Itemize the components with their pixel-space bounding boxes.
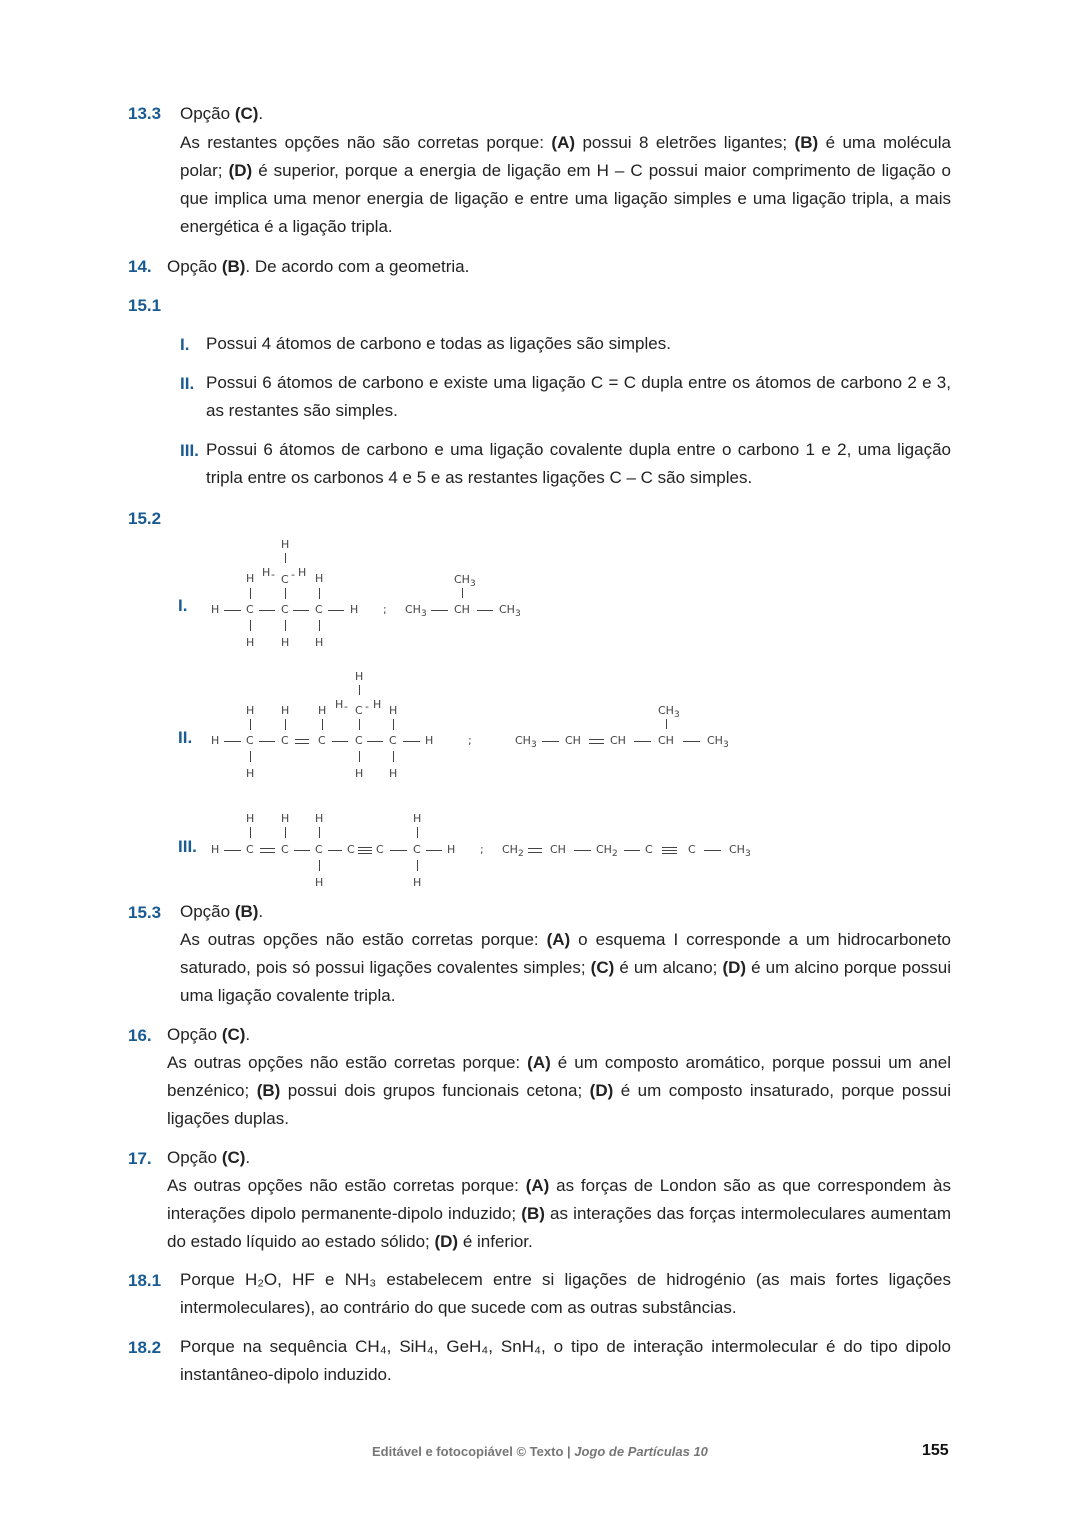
roman-numeral: III.	[180, 441, 199, 460]
item-number: 18.2	[128, 1338, 162, 1357]
explanation: Porque H₂O, HF e NH₃ estabelecem entre si ligações de hidrogénio (as mais fortes ligações intermoleculares), ao contrário do que sucede com as outras substâncias.	[180, 1270, 951, 1317]
explanation: As outras opções não estão corretas porque: (A) o esquema I corresponde a um hidrocarboneto saturado, pois só possui ligações covalentes simples; (C) é um alcano; (D) é um alcino porque possui uma ligação covalente tripla.	[180, 930, 952, 1005]
option-label: (C)	[590, 958, 615, 977]
roman-numeral: I.	[180, 335, 190, 354]
answer-option: (B)	[234, 902, 259, 921]
option-label: (A)	[546, 930, 571, 949]
answer-option: (B)	[221, 257, 246, 276]
explanation: As outras opções não estão corretas porque: (A) é um composto aromático, porque possui um anel benzénico; (B) possui dois grupos funcionais cetona; (D) é um composto insaturado, porque possui ligações duplas.	[167, 1053, 951, 1128]
option-label: (A)	[551, 133, 576, 152]
roman-numeral: II.	[180, 374, 195, 393]
document-page: 13.3 Opção (C). As restantes opções não são corretas porque: (A) possui 8 eletrões ligantes; (B) é uma molécula polar; (D) é superior, porque a energia de ligação em H – C possui maior comprimento de ligação o que implica uma menor energia de ligação e entre uma ligação simples e uma ligação tripla, a mais energética é a ligação tripla. 14. Opção (B). De acordo com a geometria. 15.1 I. Possui 4 átomos de carbono e todas as ligações são simples. II. Possui 6 átomos de carbono e existe uma ligação C = C dupla entre os átomos de carbono 2 e 3, as restantes são simples. III. Possui 6 átomos de carbono e uma ligação covalente dupla entre o carbono 1 e 2, uma ligação tripla entre os carbonos 4 e 5 e as restantes ligações C – C são simples. 15.2 I. H H - C - H H H H C C C H H H H ; $CH_3$ $CH_3$ CH $CH_3$ II. H H - C - H H H H H H C C C C C H H H H ; $CH_3$ $CH_3$ CH CH CH $CH_3$ III. H H H H H C C C C C C H H H ; $CH_2$ CH $CH_2$ C C $CH_3$ 15.3 Opção (B). As outras opções não estão corretas porque: (A) o esquema I corresponde a um hidrocarboneto saturado, pois só possui ligações covalentes simples; (C) é um alcano; (D) é um alcino porque possui uma ligação covalente tripla. 16. Opção (C). As outras opções não estão corretas porque: (A) é um composto aromático, porque possui um anel benzénico; (B) possui dois grupos funcionais cetona; (D) é um composto insaturado, porque possui ligações duplas. 17. Opção (C). As outras opções não estão corretas porque: (A) as forças de London são as que correspondem às interações dipolo permanente-dipolo induzido; (B) as interações das forças intermoleculares aumentam do estado líquido ao estado sólido; (D) é inferior. 18.1 Porque H₂O, HF e NH₃ estabelecem entre si ligações de hidrogénio (as mais fortes ligações intermoleculares), ao contrário do que sucede com as outras substâncias. 18.2 Porque na sequência CH₄, SiH₄, GeH₄, SnH₄, o tipo de interação intermolecular é do tipo dipolo instantâneo-dipolo induzido. Editável e fotocopiável © Texto | Jogo de Partículas 10 155	[0, 0, 1080, 1527]
item-number: 15.1	[128, 296, 162, 315]
option-label: (D)	[589, 1081, 614, 1100]
item-number: 16.	[128, 1026, 152, 1045]
answer-line: Opção (C).	[167, 1148, 251, 1167]
option-label: (A)	[527, 1053, 551, 1072]
list-item: Possui 6 átomos de carbono e existe uma ligação C = C dupla entre os átomos de carbono 2 e 3, as restantes são simples.	[206, 373, 951, 420]
answer-option: (C)	[221, 1025, 246, 1044]
answer-line: Opção (B). De acordo com a geometria.	[167, 257, 470, 276]
answer-line: Opção (B).	[180, 902, 264, 921]
option-label: (B)	[521, 1204, 545, 1223]
list-item: Possui 6 átomos de carbono e uma ligação covalente dupla entre o carbono 1 e 2, uma ligação tripla entre os carbonos 4 e 5 e as restantes ligações C – C são simples.	[206, 440, 951, 487]
item-number: 13.3	[128, 104, 162, 123]
item-number: 15.3	[128, 903, 162, 922]
explanation: As restantes opções não são corretas porque: (A) possui 8 eletrões ligantes; (B) é uma molécula polar; (D) é superior, porque a energia de ligação em H – C possui maior comprimento de ligação o que implica uma menor energia de ligação e entre uma ligação simples e uma ligação tripla, a mais energética é a ligação tripla.	[180, 133, 951, 236]
answer-line: Opção (C).	[167, 1025, 251, 1044]
explanation: Porque na sequência CH₄, SiH₄, GeH₄, SnH₄, o tipo de interação intermolecular é do tipo dipolo instantâneo-dipolo induzido.	[180, 1337, 951, 1384]
answer-option: (C)	[234, 104, 259, 123]
footer-credit: Editável e fotocopiável © Texto | Jogo de Partículas 10	[372, 1444, 708, 1459]
list-item: Possui 4 átomos de carbono e todas as ligações são simples.	[206, 334, 671, 353]
roman-numeral: II.	[178, 728, 193, 747]
option-label: (B)	[256, 1081, 281, 1100]
item-number: 17.	[128, 1149, 152, 1168]
book-title: Jogo de Partículas 10	[574, 1444, 708, 1459]
answer-option: (C)	[221, 1148, 246, 1167]
item-number: 15.2	[128, 509, 162, 528]
explanation: As outras opções não estão corretas porque: (A) as forças de London são as que correspondem às interações dipolo permanente-dipolo induzido; (B) as interações das forças intermoleculares aumentam do estado líquido ao estado sólido; (D) é inferior.	[167, 1176, 952, 1251]
answer-line: Opção (C).	[180, 104, 264, 123]
roman-numeral: I.	[178, 596, 188, 615]
option-label: (A)	[525, 1176, 550, 1195]
option-label: (B)	[794, 133, 819, 152]
item-number: 18.1	[128, 1271, 162, 1290]
option-label: (D)	[434, 1232, 459, 1251]
page-number: 155	[922, 1442, 949, 1459]
roman-numeral: III.	[178, 837, 197, 856]
item-number: 14.	[128, 257, 152, 276]
option-label: (D)	[228, 161, 253, 180]
option-label: (D)	[722, 958, 747, 977]
